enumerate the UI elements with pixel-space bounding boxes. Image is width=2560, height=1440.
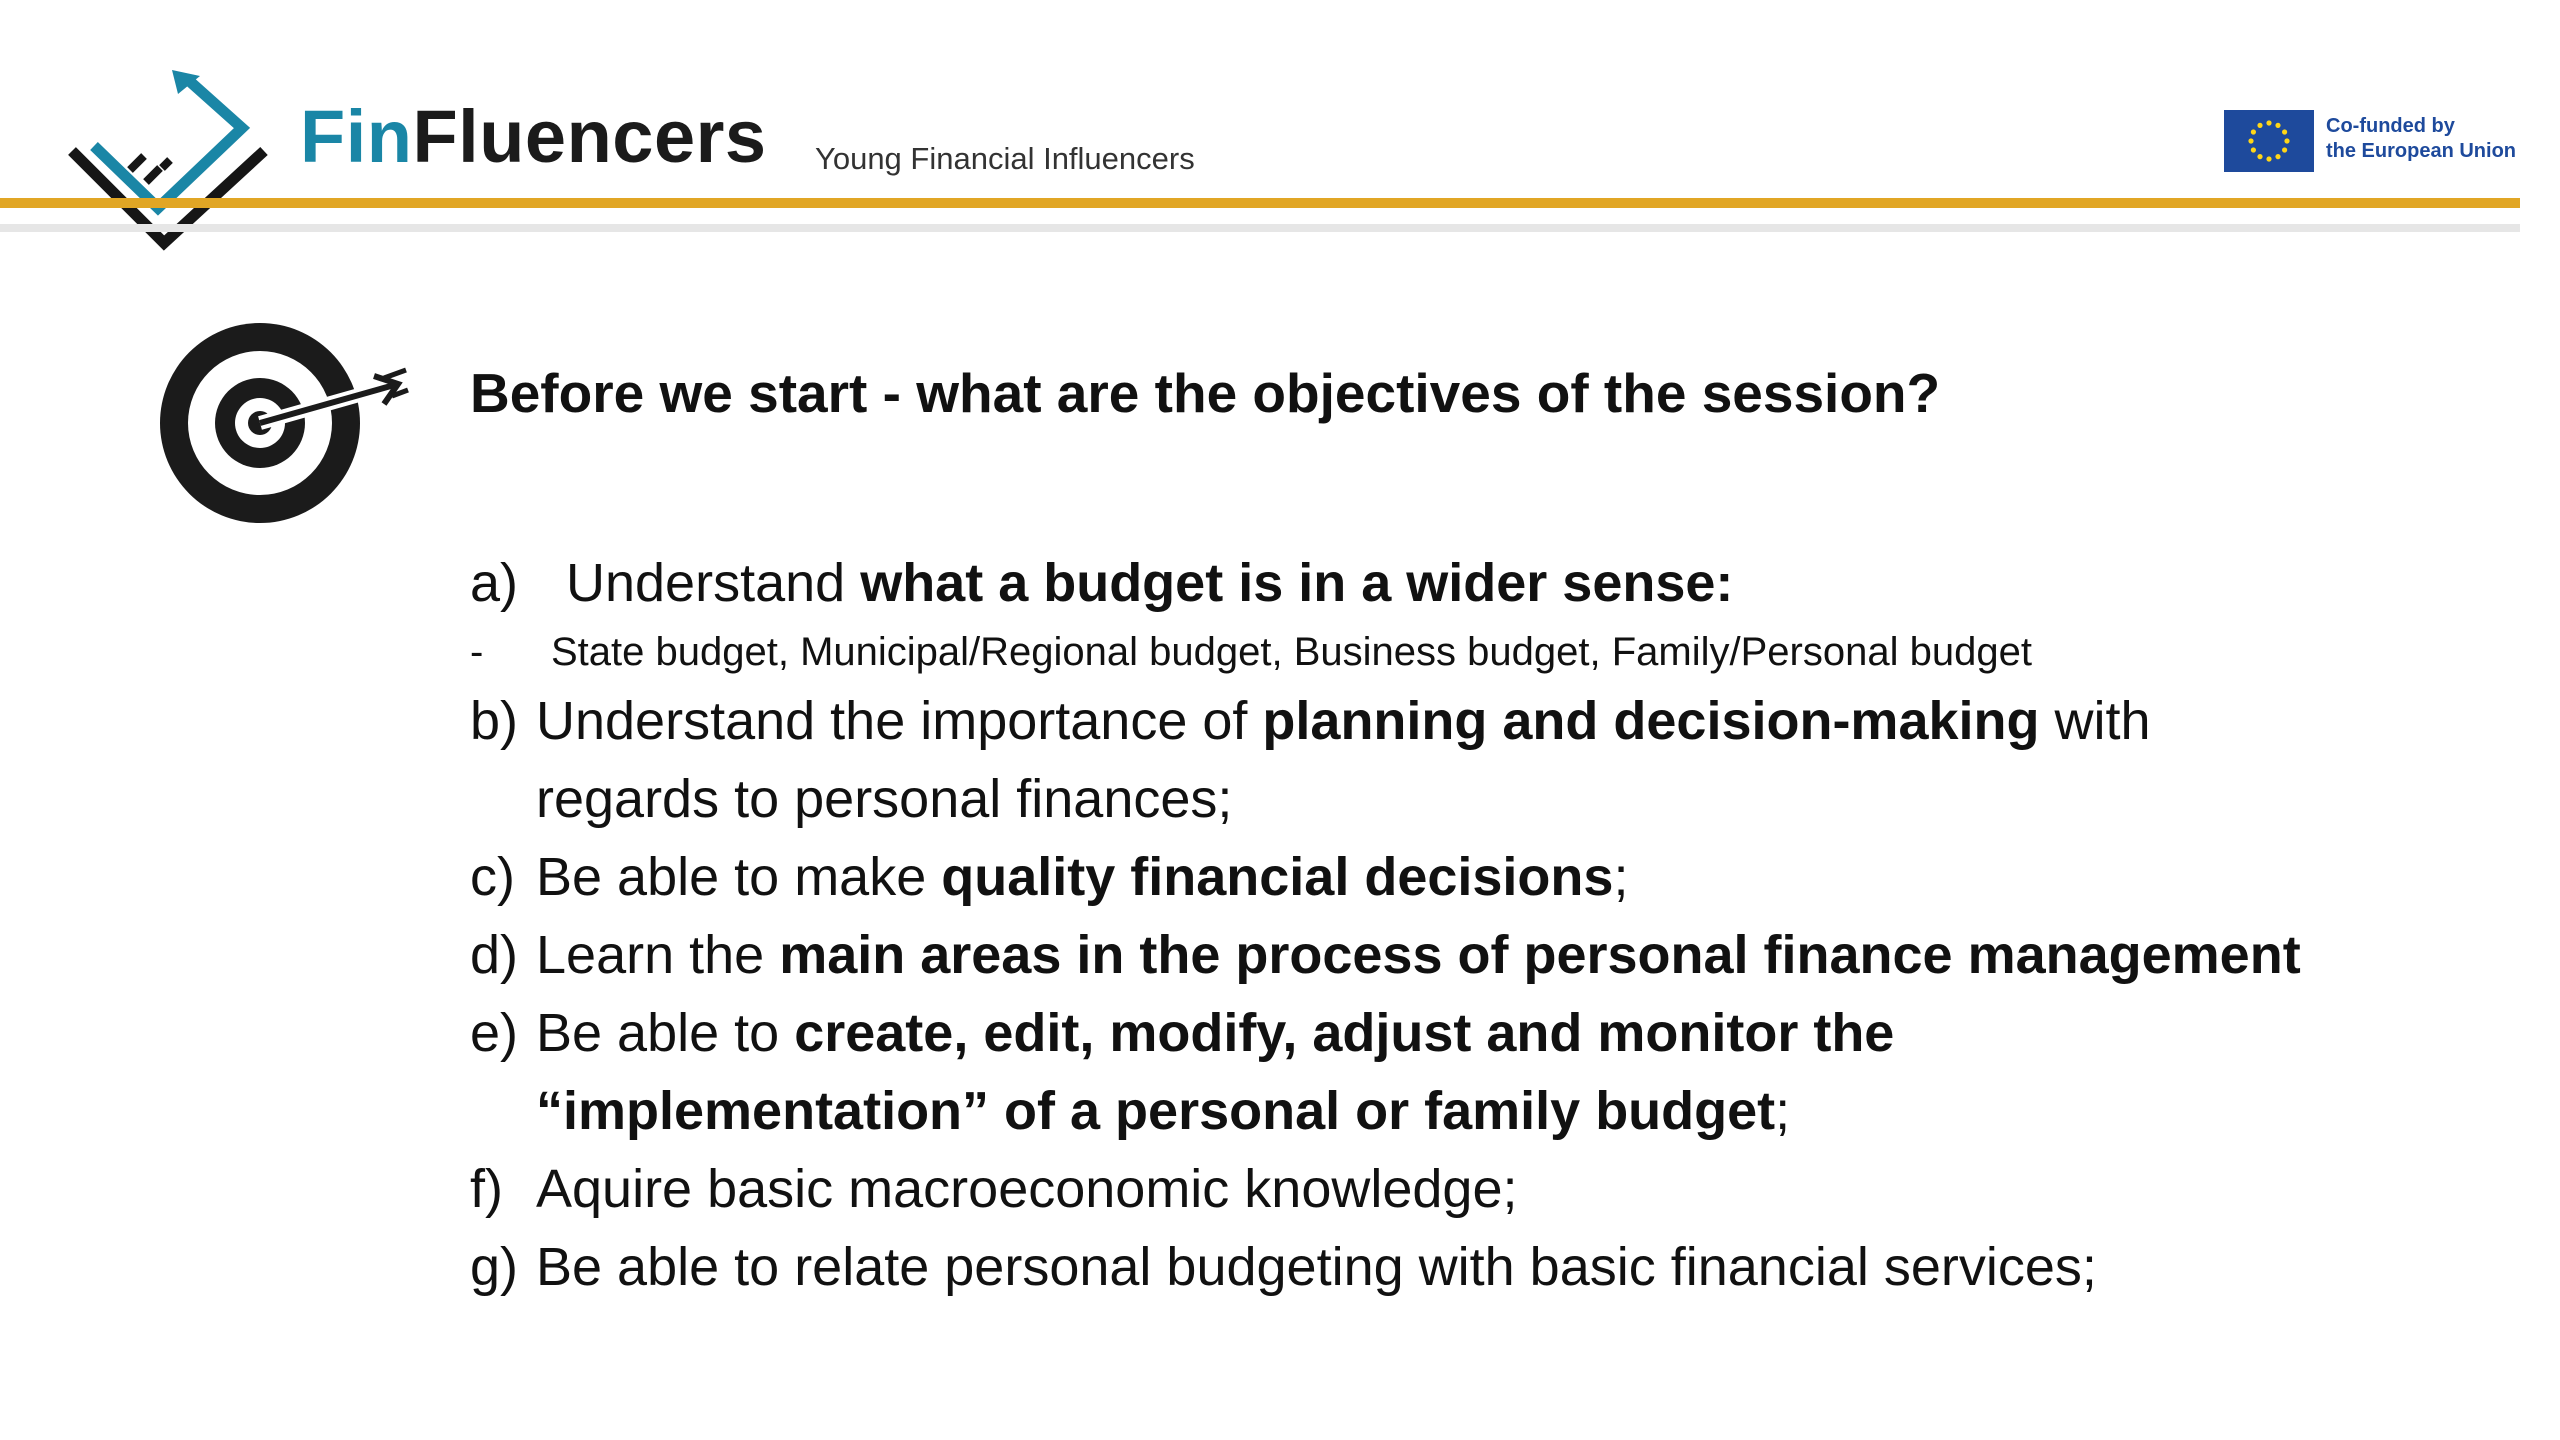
header-gold-rule: [0, 198, 2520, 208]
objective-bold: planning and decision-making: [1262, 691, 2040, 751]
objective-text: Aquire basic macroeconomic knowledge;: [536, 1159, 1518, 1219]
objective-text-end: with: [2039, 691, 2151, 751]
brand-fin: Fin: [300, 95, 413, 178]
objective-marker: a): [470, 553, 519, 613]
objective-marker: g): [470, 1237, 519, 1297]
objective-b: [470, 682, 2470, 838]
target-arrow-icon: [160, 318, 410, 528]
objective-c: [470, 838, 2470, 916]
objective-marker: e): [470, 1003, 519, 1063]
objective-bold: main areas in the process of personal finance management: [779, 925, 2301, 985]
objective-marker: f): [470, 1159, 503, 1219]
slide-title: Before we start - what are the objectives of the session?: [470, 362, 1941, 424]
objective-text-end: ;: [1775, 1081, 1791, 1141]
objective-text: Be able to relate personal budgeting with basic financial services;: [536, 1237, 2097, 1297]
objective-marker: d): [470, 925, 519, 985]
brand-fluencers: Fluencers: [412, 95, 767, 178]
objective-bold: what a budget is in a wider sense:: [860, 553, 1734, 613]
objective-a-subitem: [470, 622, 2470, 682]
objective-text: Understand the importance of: [536, 691, 1263, 751]
objective-bold: create, edit, modify, adjust and monitor the: [794, 1003, 1895, 1063]
eu-line-1: Co-funded by: [2326, 115, 2455, 137]
objective-text-line2: regards to personal finances;: [536, 769, 1233, 829]
objective-text: Be able to: [536, 1003, 795, 1063]
slide-header: [0, 0, 2560, 260]
objective-marker: c): [470, 847, 515, 907]
subitem-text: State budget, Municipal/Regional budget, Business budget, Family/Personal budget: [551, 630, 2032, 674]
tagline: Young Financial Influencers: [815, 141, 1195, 176]
eu-cofunded-label: [2326, 114, 2516, 164]
objective-f: [470, 1150, 2470, 1228]
header-grey-rule: [0, 224, 2520, 232]
objective-text: Be able to make: [536, 847, 942, 907]
objective-a: [470, 544, 2470, 622]
eu-flag-icon: [2224, 110, 2314, 172]
objective-text: Understand: [566, 553, 861, 613]
objective-bold-line2: “implementation” of a personal or family budget: [536, 1081, 1776, 1141]
brand-name: [300, 95, 767, 178]
objective-d: [470, 916, 2470, 994]
objective-bold: quality financial decisions: [941, 847, 1614, 907]
eu-line-2: the European Union: [2326, 140, 2516, 162]
objective-text: Learn the: [536, 925, 780, 985]
objectives-list: [470, 544, 2470, 1306]
subitem-marker: -: [470, 630, 484, 674]
objective-text-end: ;: [1613, 847, 1629, 907]
objective-marker: b): [470, 691, 519, 751]
objective-text-line2: [536, 1072, 2470, 1150]
objective-e: [470, 994, 2470, 1150]
objective-g: [470, 1228, 2470, 1306]
